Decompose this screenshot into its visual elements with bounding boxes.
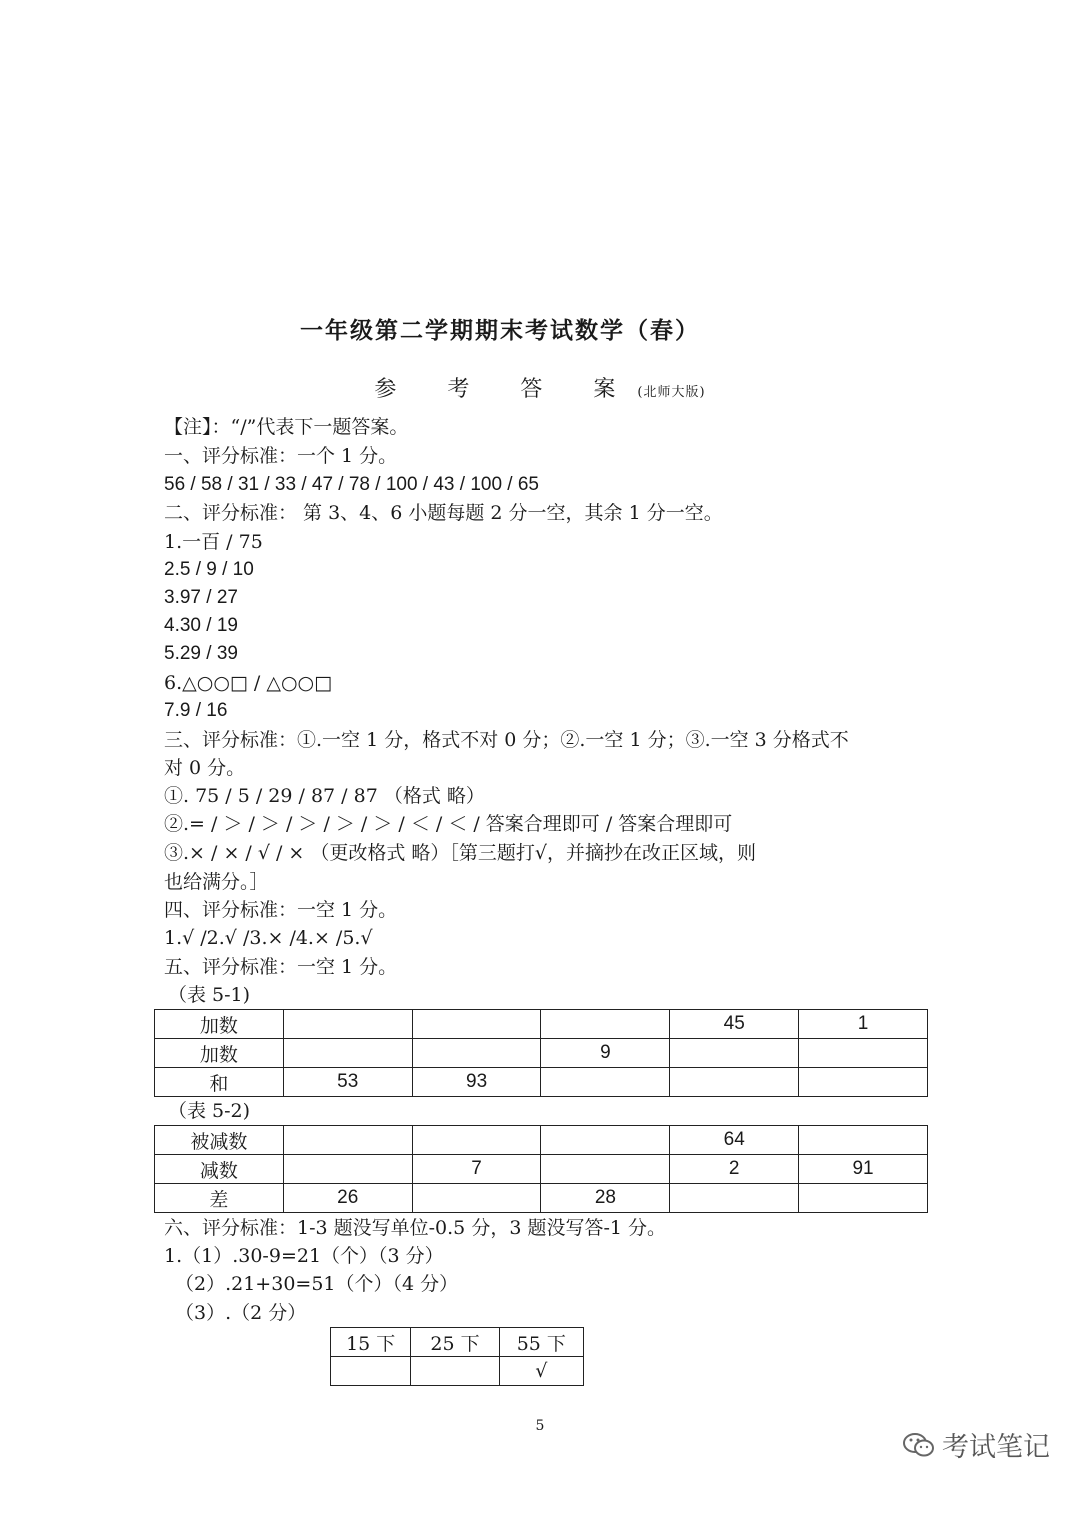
table-cell: 64 (670, 1126, 799, 1155)
table-cell: 加数 (155, 1039, 284, 1068)
table-cell (541, 1126, 670, 1155)
answer-line: （2）.21+30=51（个）（4 分） (175, 1273, 459, 1295)
table-cell (412, 1126, 541, 1155)
table-cell (799, 1126, 928, 1155)
answer-line: 三、评分标准：①.一空 1 分，格式不对 0 分；②.一空 1 分；③.一空 3 分格式不 (164, 729, 849, 751)
table-cell: 减数 (155, 1155, 284, 1184)
table-cell (283, 1126, 412, 1155)
table-cell: 28 (541, 1184, 670, 1213)
watermark (902, 1425, 1050, 1464)
document-subtitle (0, 372, 1080, 403)
subtitle-text: 参 考 答 案 (374, 377, 638, 402)
answer-line: 【注】：“/”代表下一题答案。 (164, 416, 409, 438)
answer-line: ③.× / × / √ / × （更改格式 略）［第三题打√，并摘抄在改正区域，则 (164, 842, 757, 864)
table2-caption: （表 5-2) (168, 1100, 251, 1122)
wechat-icon (902, 1431, 936, 1459)
table-cell: 和 (155, 1068, 284, 1097)
table-cell (670, 1184, 799, 1213)
answer-line: 一、评分标准：一个 1 分。 (164, 445, 398, 467)
table-cell (411, 1357, 499, 1386)
table-cell: 被减数 (155, 1126, 284, 1155)
answer-line: 6.△○○□ / △○○□ (164, 672, 333, 694)
table-cell (283, 1155, 412, 1184)
table-cell: 2 (670, 1155, 799, 1184)
answer-line: 四、评分标准：一空 1 分。 (164, 899, 398, 921)
table-cell (412, 1010, 541, 1039)
answer-line: 1.（1）.30-9=21（个）（3 分） (164, 1245, 444, 1267)
edition-label: (北师大版) (637, 385, 706, 400)
table-row (155, 1039, 928, 1068)
table-cell (799, 1039, 928, 1068)
table-cell (412, 1039, 541, 1068)
table-row (155, 1010, 928, 1039)
table-row (331, 1328, 584, 1357)
answer-line: 2.5 / 9 / 10 (164, 559, 254, 580)
table-row (155, 1155, 928, 1184)
table-cell (283, 1010, 412, 1039)
answer-line: 五、评分标准：一空 1 分。 (164, 956, 398, 978)
table-cell (412, 1184, 541, 1213)
table-cell (283, 1039, 412, 1068)
table-cell: 91 (799, 1155, 928, 1184)
table-cell (799, 1068, 928, 1097)
answer-line: ①. 75 / 5 / 29 / 87 / 87 （格式 略） (164, 785, 485, 807)
answer-line: 7.9 / 16 (164, 700, 228, 721)
answer-line: （3）.（2 分） (175, 1302, 307, 1324)
answer-line: 二、评分标准： 第 3、4、6 小题每题 2 分一空，其余 1 分一空。 (164, 502, 723, 524)
table-cell: 45 (670, 1010, 799, 1039)
answer-line: 六、评分标准：1-3 题没写单位-0.5 分，3 题没写答-1 分。 (164, 1217, 666, 1239)
answer-line: 对 0 分。 (164, 757, 246, 779)
table-cell: 93 (412, 1068, 541, 1097)
watermark-text: 考试笔记 (942, 1432, 1050, 1463)
count-table (330, 1327, 584, 1386)
table-cell: 15 下 (331, 1328, 411, 1357)
answer-line: 1.√ /2.√ /3.× /4.× /5.√ (164, 927, 373, 949)
table-cell: √ (499, 1357, 583, 1386)
table-cell (670, 1068, 799, 1097)
table1-caption: （表 5-1) (168, 984, 251, 1006)
table-row (331, 1357, 584, 1386)
table-row (155, 1184, 928, 1213)
answer-line: ②.= / ＞ / ＞ / ＞ / ＞ / ＞ / ＜ / ＜ / 答案合理即可 / 答案合理即可 (164, 813, 733, 835)
table-cell (670, 1039, 799, 1068)
page-number: 5 (535, 1418, 545, 1434)
answer-line: 56 / 58 / 31 / 33 / 47 / 78 / 100 / 43 / 100 / 65 (164, 474, 539, 495)
table-cell (331, 1357, 411, 1386)
table-cell: 53 (283, 1068, 412, 1097)
addition-table (154, 1009, 928, 1097)
table-cell: 7 (412, 1155, 541, 1184)
answer-line: 5.29 / 39 (164, 643, 238, 664)
table-cell (541, 1155, 670, 1184)
table-cell: 1 (799, 1010, 928, 1039)
table-cell (541, 1068, 670, 1097)
table-cell: 9 (541, 1039, 670, 1068)
table-cell: 25 下 (411, 1328, 499, 1357)
answer-line: 也给满分。］ (164, 871, 269, 893)
table-cell: 26 (283, 1184, 412, 1213)
answer-line: 4.30 / 19 (164, 615, 238, 636)
table-cell (799, 1184, 928, 1213)
table-cell: 55 下 (499, 1328, 583, 1357)
table-cell: 加数 (155, 1010, 284, 1039)
answer-line: 3.97 / 27 (164, 587, 238, 608)
answer-line: 1.一百 / 75 (164, 531, 263, 553)
table-cell (541, 1010, 670, 1039)
subtraction-table (154, 1125, 928, 1213)
table-row (155, 1068, 928, 1097)
document-title: 一年级第二学期期末考试数学（春） (300, 317, 700, 344)
table-cell: 差 (155, 1184, 284, 1213)
table-row (155, 1126, 928, 1155)
